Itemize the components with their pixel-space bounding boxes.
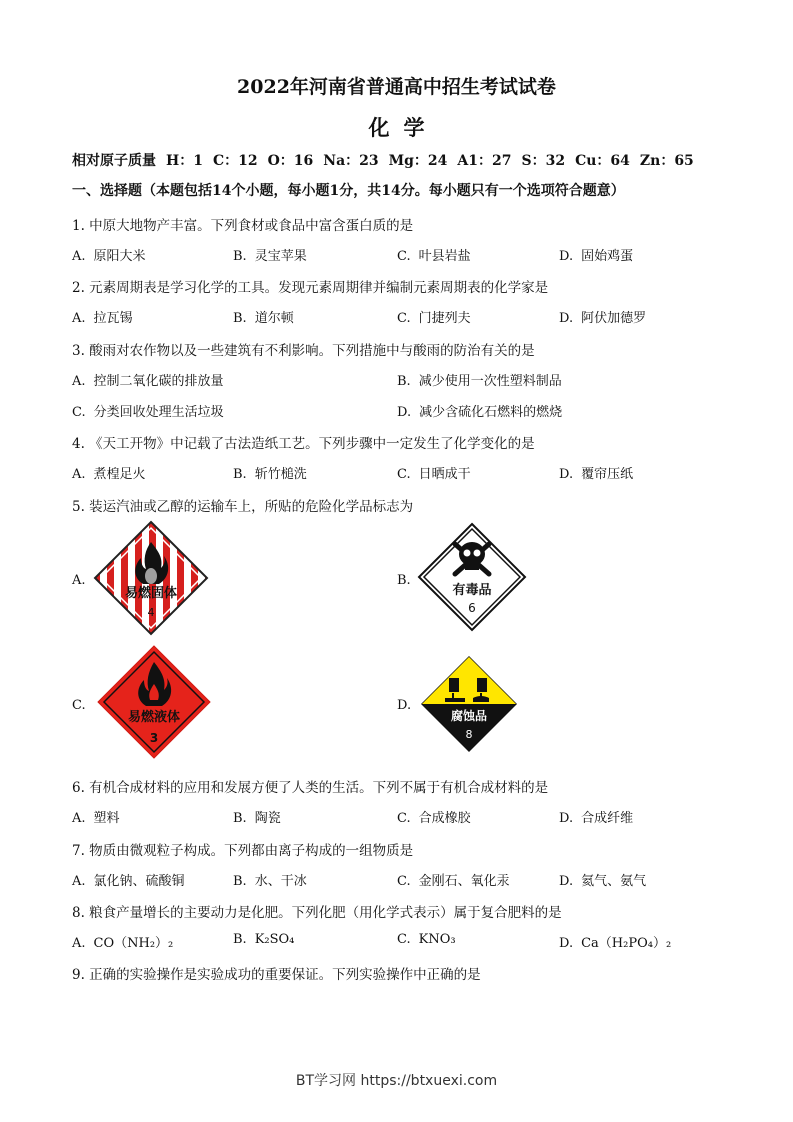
atomic-mass-line <box>72 150 732 170</box>
option-b <box>233 307 294 326</box>
atomic-mass-item: Mg：24 <box>388 153 448 169</box>
option-text: 原阳大米 <box>93 249 146 264</box>
option-b <box>233 245 307 264</box>
option-letter: C. <box>397 811 411 826</box>
option-c <box>397 932 456 947</box>
option-c <box>397 245 471 264</box>
option-letter: D. <box>397 405 412 420</box>
option-letter: A. <box>72 874 86 889</box>
option-c <box>397 307 471 326</box>
option-text: 减少含硫化石燃料的燃烧 <box>419 405 563 420</box>
option-text: 道尔顿 <box>254 311 294 326</box>
skull-icon <box>455 542 489 574</box>
sign-label: 易燃液体 <box>127 710 181 725</box>
atomic-mass-item: O：16 <box>267 153 314 169</box>
option-c <box>72 401 224 420</box>
option-letter: C. <box>397 932 411 947</box>
option-text: Ca（H₂PO₄）₂ <box>581 936 672 951</box>
toxic-sign <box>417 522 527 632</box>
option-letter: A. <box>72 811 86 826</box>
option-letter: A. <box>72 936 86 951</box>
option-letter: B. <box>233 874 247 889</box>
option-letter: D. <box>559 249 574 264</box>
option-a <box>72 573 94 588</box>
option-text: CO（NH₂）₂ <box>93 936 174 951</box>
option-text: 氯化钠、硫酸铜 <box>93 874 185 889</box>
option-letter: A. <box>72 311 86 326</box>
option-c <box>397 463 471 482</box>
atomic-mass-item: S：32 <box>521 153 566 169</box>
option-letter: C. <box>397 311 411 326</box>
option-letter: C. <box>72 405 86 420</box>
option-a <box>72 307 133 326</box>
option-letter: C. <box>397 249 411 264</box>
atomic-mass-item: Cu：64 <box>575 153 630 169</box>
option-letter: D. <box>559 467 574 482</box>
option-b <box>233 932 294 947</box>
option-text: 叶县岩盐 <box>418 249 471 264</box>
option-d <box>559 245 633 264</box>
option-text: 控制二氧化碳的排放量 <box>93 374 224 389</box>
option-letter: D. <box>559 936 574 951</box>
option-letter: C. <box>397 874 411 889</box>
option-letter: B. <box>233 249 247 264</box>
option-d <box>397 698 419 713</box>
option-text: 煮楻足火 <box>93 467 146 482</box>
option-letter: A. <box>72 573 86 588</box>
option-text: 拉瓦锡 <box>93 311 133 326</box>
option-a <box>72 807 120 826</box>
sign-label: 有毒品 <box>452 583 492 598</box>
atomic-mass-item: H：1 <box>166 153 203 169</box>
sign-label: 易燃固体 <box>124 586 178 601</box>
option-text: 灵宝苹果 <box>254 249 307 264</box>
option-b <box>397 573 419 588</box>
option-d <box>559 463 633 482</box>
sign-label: 腐蚀品 <box>450 709 488 723</box>
question-6: 6. 有机合成材料的应用和发展方便了人类的生活。下列不属于有机合成材料的是 <box>72 780 549 796</box>
option-letter: B. <box>233 467 247 482</box>
option-letter: D. <box>559 311 574 326</box>
option-letter: C. <box>72 698 86 713</box>
option-text: 金刚石、氧化汞 <box>418 874 510 889</box>
option-d <box>559 932 671 951</box>
option-a <box>72 463 146 482</box>
flammable-liquid-sign <box>96 644 212 760</box>
atomic-mass-item: C：12 <box>212 153 258 169</box>
question-5: 5. 装运汽油或乙醇的运输车上，所贴的危险化学品标志为 <box>72 499 414 515</box>
option-letter: B. <box>233 811 247 826</box>
atomic-mass-label: 相对原子质量 <box>72 153 156 169</box>
option-b <box>233 870 307 889</box>
option-b <box>397 370 562 389</box>
option-letter: A. <box>72 467 86 482</box>
option-c <box>72 698 94 713</box>
atomic-mass-item: Na：23 <box>323 153 379 169</box>
option-a <box>72 932 173 951</box>
sign-number: 4 <box>147 606 155 619</box>
option-a <box>72 870 185 889</box>
footer-watermark: BT学习网 https://btxuexi.com <box>295 1073 498 1089</box>
option-text: 水、干冰 <box>254 874 307 889</box>
option-text: 固始鸡蛋 <box>581 249 634 264</box>
sign-number: 6 <box>468 601 476 615</box>
option-c <box>397 807 471 826</box>
option-text: 日晒成干 <box>418 467 471 482</box>
option-b <box>233 463 307 482</box>
option-text: 塑料 <box>93 811 120 826</box>
option-d <box>559 807 633 826</box>
question-3: 3. 酸雨对农作物以及一些建筑有不利影响。下列措施中与酸雨的防治有关的是 <box>72 343 535 359</box>
option-a <box>72 370 224 389</box>
question-1: 1. 中原大地物产丰富。下列食材或食品中富含蛋白质的是 <box>72 218 414 234</box>
option-letter: D. <box>559 874 574 889</box>
option-letter: D. <box>397 698 412 713</box>
option-text: 合成纤维 <box>581 811 634 826</box>
option-text: 分类回收处理生活垃圾 <box>93 405 224 420</box>
option-text: 减少使用一次性塑料制品 <box>418 374 562 389</box>
option-text: K₂SO₄ <box>254 932 295 947</box>
question-7: 7. 物质由微观粒子构成。下列都由离子构成的一组物质是 <box>72 843 414 859</box>
option-letter: A. <box>72 374 86 389</box>
sign-number: 3 <box>149 731 159 745</box>
page-title: 2022年河南省普通高中招生考试试卷 <box>237 76 556 98</box>
question-9: 9. 正确的实验操作是实验成功的重要保证。下列实验操作中正确的是 <box>72 967 481 983</box>
option-d <box>559 307 646 326</box>
option-text: 斩竹槌洗 <box>254 467 307 482</box>
atomic-mass-item: Zn：65 <box>639 153 694 169</box>
flammable-solid-sign <box>93 520 209 636</box>
option-text: 陶瓷 <box>254 811 281 826</box>
option-letter: B. <box>233 311 247 326</box>
option-text: 门捷列夫 <box>418 311 471 326</box>
question-8: 8. 粮食产量增长的主要动力是化肥。下列化肥（用化学式表示）属于复合肥料的是 <box>72 905 562 921</box>
subject-title: 化学 <box>368 115 439 140</box>
option-b <box>233 807 281 826</box>
option-text: 阿伏加德罗 <box>581 311 647 326</box>
option-d <box>397 401 562 420</box>
option-c <box>397 870 510 889</box>
option-text: 覆帘压纸 <box>581 467 634 482</box>
option-text: 合成橡胶 <box>418 811 471 826</box>
option-text: KNO₃ <box>418 932 456 947</box>
option-a <box>72 245 146 264</box>
atomic-mass-item: A1：27 <box>457 153 512 169</box>
section-heading: 一、选择题（本题包括14个小题，每小题1分，共14分。每小题只有一个选项符合题意） <box>72 183 625 199</box>
option-text: 氦气、氨气 <box>581 874 647 889</box>
sign-number: 8 <box>465 728 473 741</box>
corrosive-sign <box>419 654 519 754</box>
option-letter: B. <box>397 573 411 588</box>
question-4: 4. 《天工开物》中记载了古法造纸工艺。下列步骤中一定发生了化学变化的是 <box>72 436 535 452</box>
option-letter: D. <box>559 811 574 826</box>
option-letter: B. <box>397 374 411 389</box>
option-letter: A. <box>72 249 86 264</box>
option-d <box>559 870 646 889</box>
option-letter: B. <box>233 932 247 947</box>
question-2: 2. 元素周期表是学习化学的工具。发现元素周期律并编制元素周期表的化学家是 <box>72 280 549 296</box>
option-letter: C. <box>397 467 411 482</box>
